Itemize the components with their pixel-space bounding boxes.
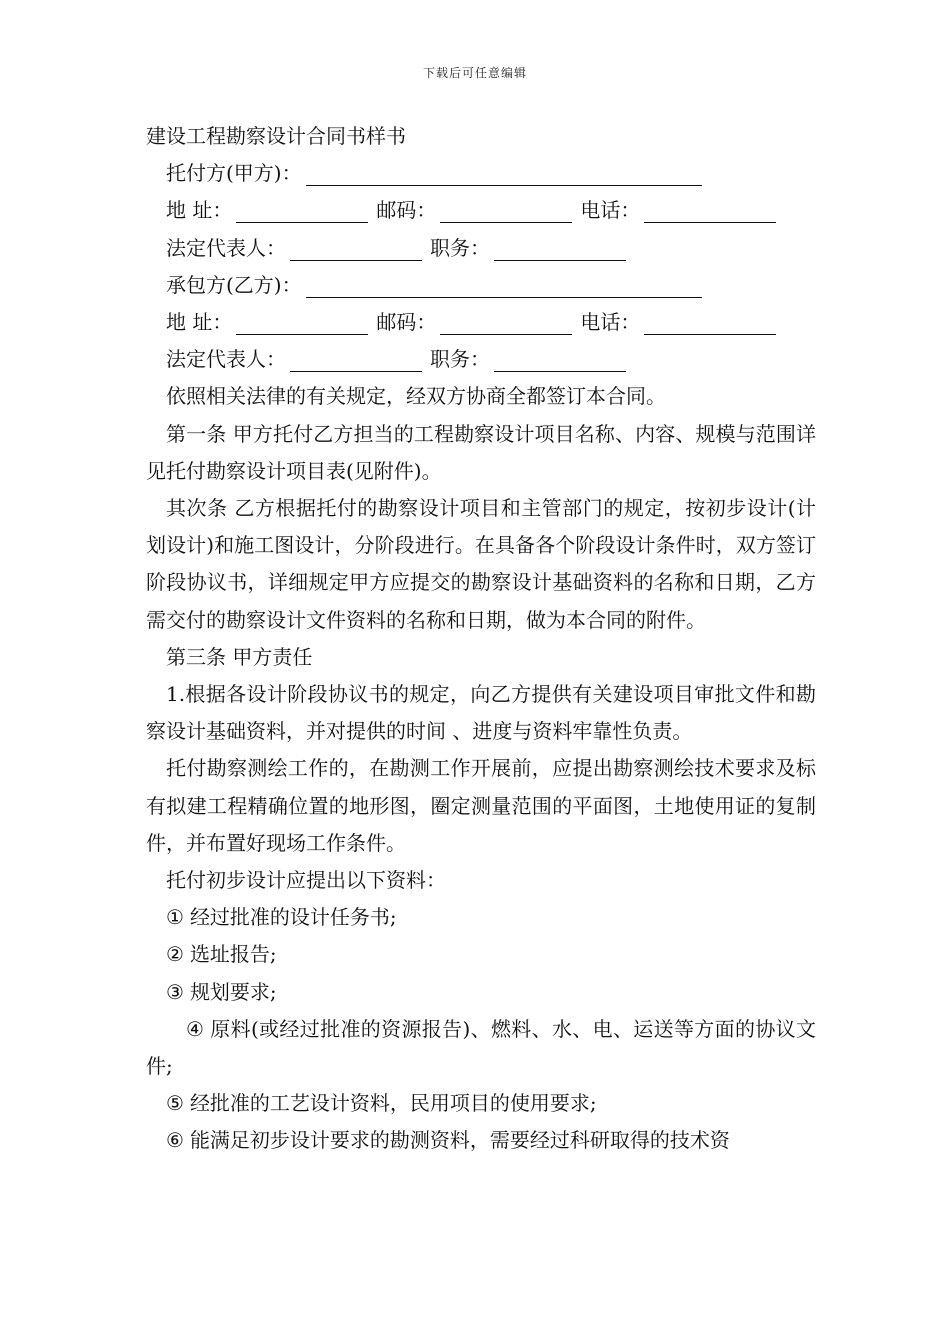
item-text: 经批准的工艺设计资料，民用项目的使用要求; (189, 1091, 597, 1116)
client-party-field[interactable] (306, 163, 702, 186)
contractor-postcode-label: 邮码： (376, 310, 437, 335)
client-address-field[interactable] (236, 200, 368, 223)
paragraph-article-1: 第一条 甲方托付乙方担当的工程勘察设计项目名称、内容、规模与范围详见托付勘察设计项目表(见附件)。 (146, 421, 816, 483)
client-phone-label: 电话： (580, 198, 641, 223)
list-item (146, 899, 816, 936)
client-position-label: 职务： (430, 235, 490, 260)
client-rep-label: 法定代表人： (166, 235, 286, 260)
client-party-line (146, 155, 816, 192)
contractor-address-label: 地 址： (166, 310, 233, 335)
contractor-position-field[interactable] (494, 349, 626, 372)
contractor-address-field[interactable] (236, 312, 368, 335)
client-party-label: 托付方(甲方)： (166, 161, 302, 186)
paragraph-preliminary-design-intro: 托付初步设计应提出以下资料： (166, 868, 446, 893)
client-position-field[interactable] (494, 238, 626, 261)
contractor-rep-line (146, 341, 816, 378)
contractor-contact-line (146, 304, 816, 341)
contractor-party-label: 承包方(乙方)： (166, 272, 302, 297)
paragraph-preamble: 依照相关法律的有关规定，经双方协商全都签订本合同。 (166, 384, 666, 409)
contractor-phone-label: 电话： (580, 310, 641, 335)
item-text: 选址报告; (189, 942, 277, 967)
contractor-party-field[interactable] (306, 275, 702, 298)
item-number: ① (166, 905, 184, 930)
item-text: 经过批准的设计任务书; (189, 905, 397, 930)
paragraph-article-3-clause-1: 1.根据各设计阶段协议书的规定，向乙方提供有关建设项目审批文件和勘察设计基础资料，并对提供的时间 、进度与资料牢靠性负责。 (146, 682, 816, 744)
document-title: 建设工程勘察设计合同书样书 (146, 124, 406, 148)
list-item (146, 1122, 816, 1159)
paragraph-article-2: 其次条 乙方根据托付的勘察设计项目和主管部门的规定，按初步设计(计划设计)和施工图设计，分阶段进行。在具备各个阶段设计条件时，双方签订阶段协议书，详细规定甲方应提交的勘察设计基础资料的名称和日期，乙方需交付的勘察设计文件资料的名称和日期，做为本合同的附件。 (146, 496, 816, 632)
item-text: 规划要求; (189, 979, 277, 1004)
item-text: 能满足初步设计要求的勘测资料，需要经过科研取得的技术资 (189, 1128, 730, 1153)
item-text: 原料(或经过批准的资源报告)、燃料、水、电、运送等方面的协议文件; (146, 1016, 816, 1079)
client-postcode-field[interactable] (440, 200, 572, 223)
item-number: ④ (186, 1016, 204, 1041)
item-number: ③ (166, 979, 184, 1004)
list-item (146, 936, 816, 973)
item-number: ② (166, 942, 184, 967)
client-phone-field[interactable] (644, 200, 776, 223)
list-item (146, 974, 816, 1011)
item-number: ⑤ (166, 1091, 184, 1116)
client-contact-line (146, 192, 816, 229)
contractor-phone-field[interactable] (644, 312, 776, 335)
client-address-label: 地 址： (166, 198, 233, 223)
item-number: ⑥ (166, 1128, 184, 1153)
contractor-rep-label: 法定代表人： (166, 347, 286, 372)
client-rep-field[interactable] (290, 238, 422, 261)
contractor-position-label: 职务： (430, 347, 490, 372)
contractor-postcode-field[interactable] (440, 312, 572, 335)
paragraph-article-3-heading: 第三条 甲方责任 (166, 644, 313, 669)
contractor-party-line (146, 267, 816, 304)
client-postcode-label: 邮码： (376, 198, 437, 223)
list-item (146, 1011, 816, 1085)
contractor-rep-field[interactable] (290, 349, 422, 372)
contract-document (146, 118, 816, 1160)
client-rep-line (146, 230, 816, 267)
list-item (146, 1085, 816, 1122)
page-header: 下载后可任意编辑 (422, 66, 527, 80)
paragraph-survey-requirements: 托付勘察测绘工作的，在勘测工作开展前，应提出勘察测绘技术要求及标有拟建工程精确位置的地形图，圈定测量范围的平面图，土地使用证的复制件，并布置好现场工作条件。 (146, 756, 816, 855)
